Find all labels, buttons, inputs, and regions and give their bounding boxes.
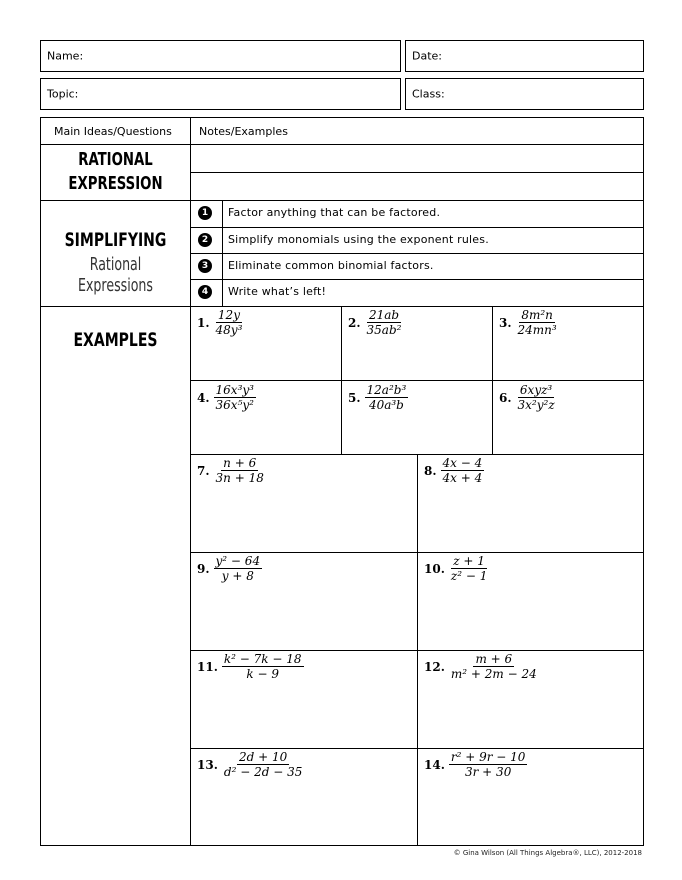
step-2-badge: 2 xyxy=(198,233,212,247)
topic-label: Topic: xyxy=(47,87,79,101)
section-divider-2 xyxy=(41,306,643,307)
examples-title: EXAMPLES xyxy=(73,329,158,351)
example-6: 6. $\frac{\text{6xyz³}}{\text{3x²y²z}}$ xyxy=(499,383,555,412)
example-3: 3. $\frac{\text{8m²n}}{\text{24mn³}}$ xyxy=(499,308,557,337)
step-1-text: Factor anything that can be factored. xyxy=(228,206,441,219)
ex-row-line-5 xyxy=(190,748,643,749)
rational-notes-line xyxy=(190,172,643,173)
main-ideas-header: Main Ideas/Questions xyxy=(54,125,172,138)
example-8: 8. $\frac{4x - 4}{4x + 4}$ xyxy=(424,456,483,485)
example-7: 7. $\frac{n + 6}{3n + 18}$ xyxy=(197,456,264,485)
step-4-badge: 4 xyxy=(198,285,212,299)
example-13: 13. $\frac{2d + 10}{\text{d² − 2d − 35}}$ xyxy=(197,750,303,779)
ex-row-line-1 xyxy=(190,380,643,381)
example-1: 1. $\frac{12y}{\text{48y³}}$ xyxy=(197,308,243,337)
date-label: Date: xyxy=(412,49,442,63)
copyright-footer: © Gina Wilson (All Things Algebra®, LLC), 2012-2018 xyxy=(453,849,642,857)
ex-row-line-3 xyxy=(190,552,643,553)
step-1-badge: 1 xyxy=(198,206,212,220)
header-row-divider xyxy=(41,144,643,145)
step-4-text: Write what’s left! xyxy=(228,285,327,298)
notes-table xyxy=(40,117,644,846)
date-field[interactable] xyxy=(405,40,644,72)
step-3-text: Eliminate common binomial factors. xyxy=(228,259,434,272)
step-2-text: Simplify monomials using the exponent rules. xyxy=(228,233,489,246)
example-2: 2. $\frac{21ab}{\text{35ab²}}$ xyxy=(348,308,402,337)
example-4: 4. $\frac{\text{16x³y³}}{\text{36x⁵y²}}$ xyxy=(197,383,254,412)
step-3-badge: 3 xyxy=(198,259,212,273)
example-14: 14. $\frac{\text{r² + 9r − 10}}{3r + 30}$ xyxy=(424,750,526,779)
rational-line1: RATIONAL xyxy=(78,149,153,170)
example-5: 5. $\frac{\text{12a²b³}}{\text{40a³b}}$ xyxy=(348,383,407,412)
notes-examples-header: Notes/Examples xyxy=(199,125,288,138)
example-11: 11. $\frac{\text{k² − 7k − 18}}{k - 9}$ xyxy=(197,652,302,681)
ex-row-line-4 xyxy=(190,650,643,651)
rational-line2: EXPRESSION xyxy=(68,173,163,194)
step-list xyxy=(190,200,643,306)
simplifying-title: SIMPLIFYING xyxy=(64,229,167,251)
example-12: 12. $\frac{m + 6}{\text{m² + 2m − 24}}$ xyxy=(424,652,537,681)
example-10: 10. $\frac{z + 1}{\text{z² − 1}}$ xyxy=(424,554,488,583)
class-label: Class: xyxy=(412,87,445,101)
topic-field[interactable] xyxy=(40,78,401,110)
example-9: 9. $\frac{\text{y² − 64}}{y + 8}$ xyxy=(197,554,261,583)
name-label: Name: xyxy=(47,49,84,63)
class-field[interactable] xyxy=(405,78,644,110)
simplifying-subtitle: Rational Expressions xyxy=(78,254,153,296)
name-field[interactable] xyxy=(40,40,401,72)
